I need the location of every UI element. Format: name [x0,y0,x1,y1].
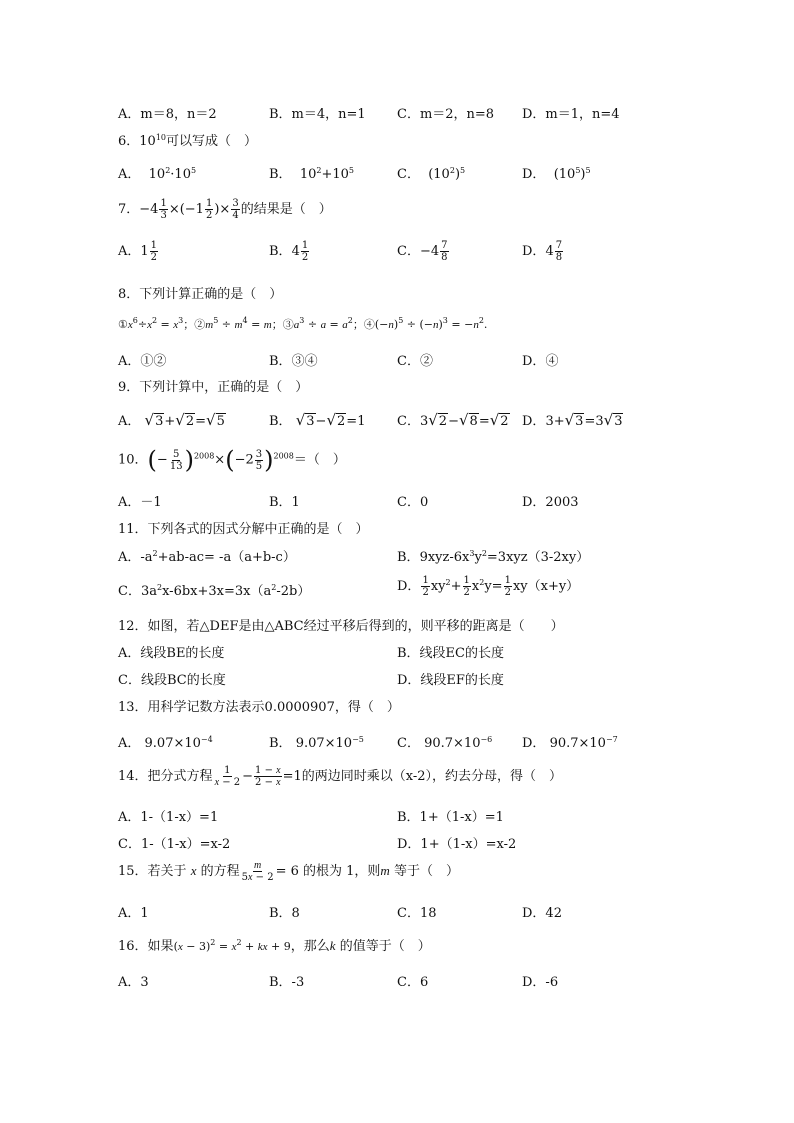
q8-option-b: B．③④ [269,354,318,369]
q14-option-d: D．1+（1-x）=x-2 [397,837,517,852]
q13-stem: 13．用科学记数方法表示0.0000907，得（ ） [118,700,400,715]
q7-stem: 7．−4 $\frac{1}{3}$ ×(−1 $\frac{1}{2}$ )× $\frac{3}{4}$ 的结果是（ ） [118,198,332,221]
q12-option-c: C．线段BC的长度 [118,673,226,688]
q5-option-a: A．m＝8，n＝2 [118,107,217,122]
q9-option-c: C．3√2−√8=√2 [397,411,509,429]
q10-option-c: C．0 [397,495,429,510]
q10-option-d: D．2003 [522,495,579,510]
q9-option-d: D．3+√3=3√3 [522,411,623,429]
q11-stem: 11．下列各式的因式分解中正确的是（ ） [118,522,369,537]
q15-option-c: C．18 [397,906,437,921]
q8-stem: 8．下列计算正确的是（ ） [118,287,283,302]
q6-stem: 6．$10^{10}$可以写成（ ） [118,133,258,149]
q8-statements: $①x^6\div x^2 = x^3$；$②m^5 \div m^4 = m$；$③a^3 \div a = a^2$；$④(-n)^5 \div (-n)^3 = -n^2$. [118,316,488,331]
q11-option-c: C．$3a^2x-6bx+3x=3x(a^2-2b)$ [118,583,311,599]
q10-stem: 10．(− $\frac{5}{13}$ )$^{2008}$×(−2 $\frac{3}{5}$ )$^{2008}$＝（ ） [118,446,346,474]
q7-option-a: A．1 $\frac{1}{2}$ [118,240,158,263]
q13-option-c: C． $90.7\times 10^{-6}$ [397,735,493,751]
q6-option-c: C． $(10^2)^5$ [397,166,466,182]
q11-option-b: B．$9xyz-6x^3y^2=3xyz(3-2xy)$ [397,549,590,565]
q14-stem: 14．把分式方程 $\frac{1}{x - 2}$ − $\frac{1 - x}{2 - x}$ =1的两边同时乘以（x-2），约去分母，得（ ） [118,765,563,788]
q10-option-a: A．－1 [118,495,162,510]
q13-option-b: B． $9.07\times 10^{-5}$ [269,735,364,751]
q16-option-a: A．3 [118,975,149,990]
q9-option-b: B． √3−√2=1 [269,411,366,429]
q11-option-d: D． $\frac{1}{2}$ $xy^2+$ $\frac{1}{2}$ $x^2y=$ $\frac{1}{2}$ xy（x+y） [397,575,580,598]
q16-option-b: B．-3 [269,975,305,990]
q5-option-d: D．m＝1，n=4 [522,107,620,122]
q11-option-a: A．$-a^2+ab-ac= -a(a+b-c)$ [118,549,296,565]
q16-stem: 16．如果$(x - 3)^2 = x^2$ + kx + 9，那么k 的值等于（ ） [118,938,431,954]
q7-option-d: D．4 $\frac{7}{8}$ [522,240,563,263]
q6-option-d: D． $(10^5)^5$ [522,166,591,182]
q5-option-b: B．m＝4，n=1 [269,107,366,122]
q15-option-a: A．1 [118,906,149,921]
q9-stem: 9．下列计算中，正确的是（ ） [118,380,309,395]
q16-option-d: D．-6 [522,975,559,990]
q8-option-c: C．② [397,354,433,369]
q12-option-b: B．线段EC的长度 [397,646,504,661]
q14-option-c: C．1-（1-x）=x-2 [118,837,231,852]
q16-option-c: C．6 [397,975,429,990]
q6-option-a: A． $10^2\cdot 10^5$ [118,166,197,182]
q15-stem: 15．若关于 x 的方程 $\frac{m}{5x - 2}$ = 6 的根为 1，则m 等于（ ） [118,860,459,883]
q12-stem: 12．如图，若△DEF是由△ABC经过平移后得到的，则平移的距离是（ ） [118,619,564,634]
q7-option-b: B．4 $\frac{1}{2}$ [269,240,309,263]
q15-option-d: D．42 [522,906,562,921]
q8-option-d: D．④ [522,354,559,369]
q14-option-b: B．1+（1-x）=1 [397,810,504,825]
q14-option-a: A．1-（1-x）=1 [118,810,219,825]
q10-option-b: B．1 [269,495,300,510]
q13-option-d: D． $90.7\times 10^{-7}$ [522,735,618,751]
q12-option-a: A．线段BE的长度 [118,646,225,661]
q15-option-b: B．8 [269,906,300,921]
q13-option-a: A． $9.07\times 10^{-4}$ [118,735,213,751]
q6-option-b: B． $10^2+10^5$ [269,166,354,182]
q9-option-a: A． √3+√2=√5 [118,411,225,429]
q7-option-c: C．−4 $\frac{7}{8}$ [397,240,448,263]
q5-option-c: C．m＝2，n=8 [397,107,495,122]
q8-option-a: A．①② [118,354,167,369]
q12-option-d: D．线段EF的长度 [397,673,504,688]
